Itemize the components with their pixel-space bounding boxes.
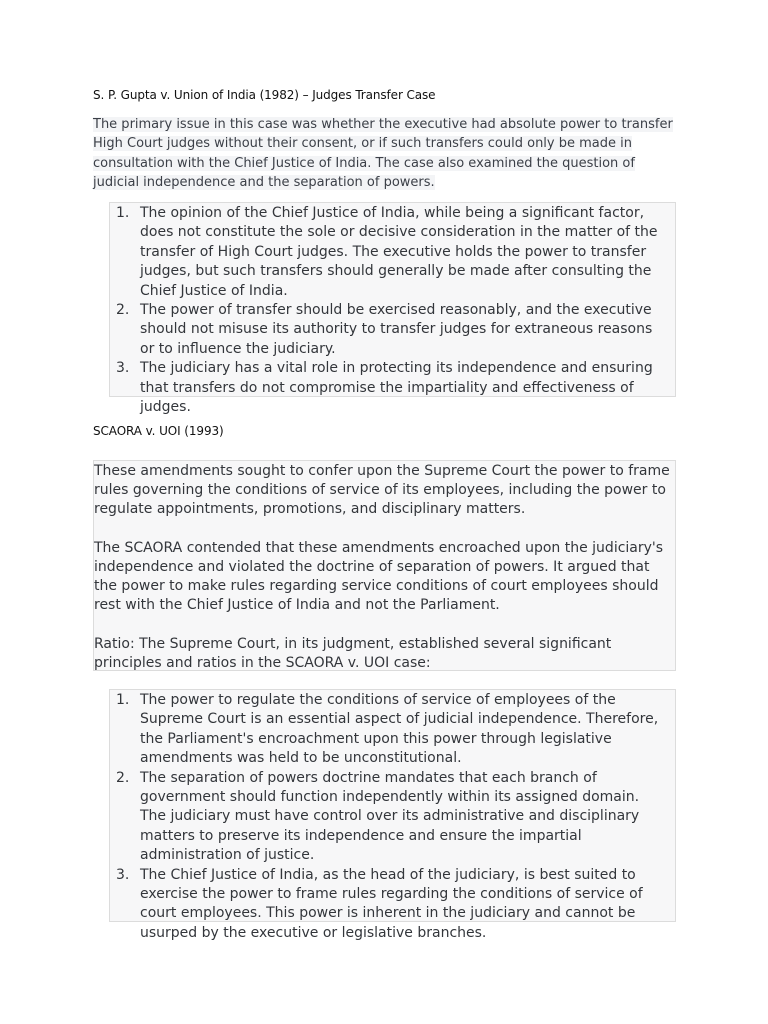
list-item: [110, 359, 669, 417]
section-heading-scaora: SCAORA v. UOI (1993): [93, 424, 224, 438]
scaora-paragraph-contention: The SCAORA contended that these amendments encroached upon the judiciary's independence and violated the doctrine of separation of powers. It argued that the power to make rules regarding service conditions of court employees should rest with the Chief Justice of India and not the Parliament.: [94, 539, 664, 614]
sp-gupta-ratio-list: [110, 204, 669, 417]
scaora-ratio-list-box: [109, 689, 676, 941]
scaora-ratio-list: [110, 691, 669, 943]
list-item-text: The Chief Justice of India, as the head of the judiciary, is best suited to exercise the power to frame rules regarding the conditions of service of court employees. This power is inherent in the judiciary and cannot be usurped by the executive or legislative branches.: [140, 866, 643, 941]
sp-gupta-intro-paragraph: [93, 115, 675, 192]
list-item-text: The power of transfer should be exercised reasonably, and the executive should not misuse its authority to transfer judges for extraneous reasons or to influence the judiciary.: [140, 302, 653, 357]
list-item-text: The judiciary has a vital role in protecting its independence and ensuring that transfers do not compromise the impartiality and effectiveness of judges.: [140, 360, 653, 416]
sp-gupta-ratio-list-box: [109, 202, 676, 416]
list-item-number: 2.: [116, 302, 130, 319]
list-item: [110, 769, 669, 866]
scaora-paragraph-amendments: These amendments sought to confer upon the Supreme Court the power to frame rules governing the conditions of service of its employees, including the power to regulate appointments, promotions, and disciplinary matters.: [94, 463, 670, 518]
section-heading-sp-gupta: S. P. Gupta v. Union of India (1982) – Judges Transfer Case: [93, 88, 436, 102]
scaora-paragraph-ratio-intro: Ratio: The Supreme Court, in its judgment, established several significant principles and ratios in the SCAORA v. UOI case:: [94, 635, 612, 671]
list-item: [110, 301, 669, 359]
list-item-number: 1.: [116, 692, 130, 708]
scaora-facts-box: [93, 460, 676, 671]
list-item-number: 2.: [116, 769, 130, 786]
sp-gupta-intro-text: The primary issue in this case was whether the executive had absolute power to transfer High Court judges without their consent, or if such transfers could only be made in consultation with the Chief Justice of India. The case also examined the question of judicial independence and the separation of powers.: [93, 117, 673, 190]
list-item-number: 3.: [116, 866, 130, 883]
list-item-text: The power to regulate the conditions of service of employees of the Supreme Court is an essential aspect of judicial independence. Therefore, the Parliament's encroachment upon this power through legislative amendments was held to be unconstitutional.: [140, 692, 659, 767]
list-item-number: 1.: [116, 205, 130, 221]
list-item: [110, 204, 669, 301]
list-item-text: The opinion of the Chief Justice of India, while being a significant factor, does not constitute the sole or decisive consideration in the matter of the transfer of High Court judges. The executive holds the power to transfer judges, but such transfers should generally be made after consulting the Chief Justice of India.: [140, 205, 658, 299]
list-item-text: The separation of powers doctrine mandates that each branch of government should function independently within its assigned domain. The judiciary must have control over its administrative and disciplinary matters to preserve its independence and ensure the impartial administration of justice.: [140, 769, 640, 864]
list-item: [110, 866, 669, 944]
list-item: [110, 691, 669, 769]
list-item-number: 3.: [116, 360, 130, 377]
